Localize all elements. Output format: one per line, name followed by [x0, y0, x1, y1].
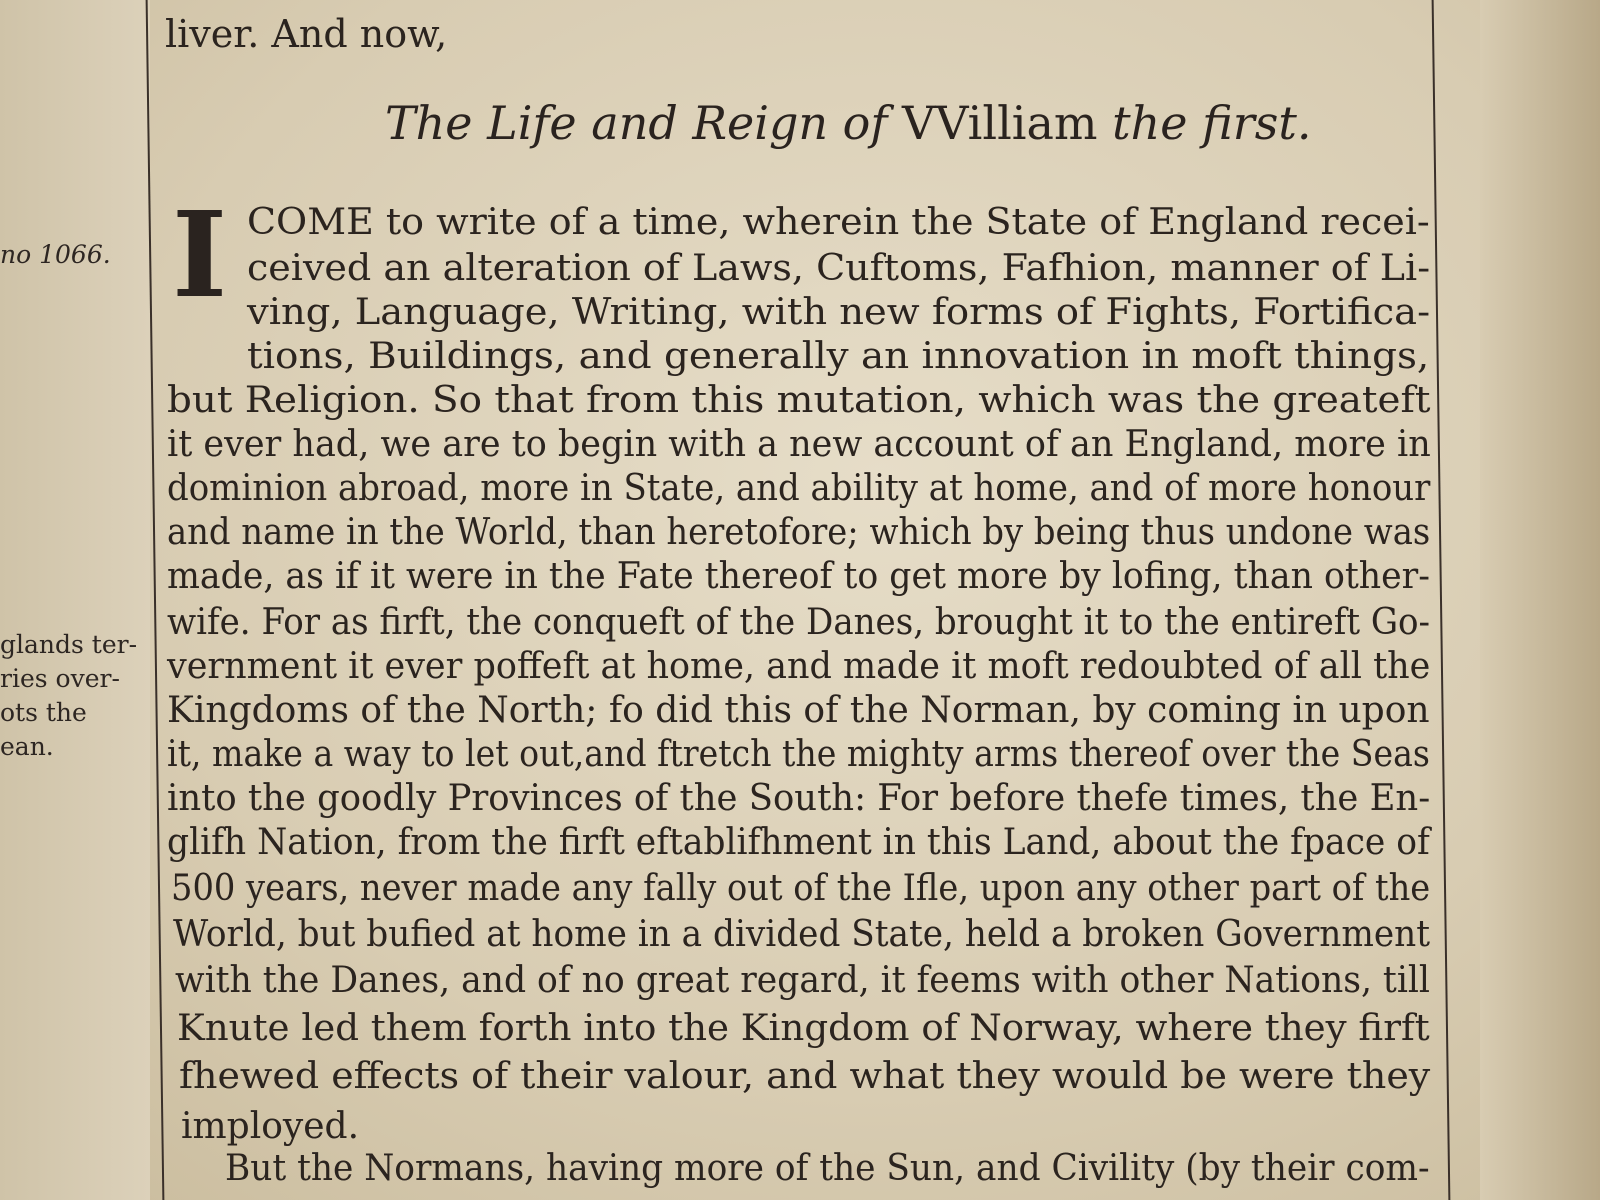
- body-line: and name in the World, than heretofore; which by being thus undone was: [167, 512, 1431, 553]
- body-line: vernment it ever poffeft at home, and made it moft redoubted of all the: [167, 646, 1431, 687]
- body-line: into the goodly Provinces of the South: For before thefe times, the En-: [167, 778, 1431, 819]
- margin-note-line: ries over-: [0, 664, 120, 693]
- chapter-title: [385, 96, 1312, 150]
- title-part: The Life and Reign of: [385, 96, 903, 150]
- body-line: But the Normans, having more of the Sun, and Civility (by their com-: [225, 1148, 1430, 1189]
- body-line: wife. For as firft, the conqueft of the Danes, brought it to the entireft Go-: [167, 602, 1431, 643]
- title-part: the first.: [1097, 96, 1312, 150]
- body-line: World, but bufied at home in a divided State, held a broken Government: [173, 914, 1430, 955]
- margin-year: no 1066.: [0, 240, 111, 269]
- margin-note-line: ean.: [0, 732, 54, 761]
- body-line: 500 years, never made any fally out of the Ifle, upon any other part of the: [171, 868, 1431, 909]
- body-line: it, make a way to let out,and ftretch the mighty arms thereof over the Seas: [167, 734, 1430, 775]
- body-line: ving, Language, Writing, with new forms of Fights, Fortifica-: [247, 292, 1431, 333]
- page-edge: [1480, 0, 1600, 1200]
- body-line: COME to write of a time, wherein the State of England recei-: [247, 202, 1430, 243]
- margin-note-line: ots the: [0, 698, 87, 727]
- margin-note-line: glands ter-: [0, 630, 138, 659]
- left-margin: [0, 0, 150, 1200]
- body-line: Knute led them forth into the Kingdom of Norway, where they firft: [177, 1008, 1430, 1049]
- body-line: with the Danes, and of no great regard, it feems with other Nations, till: [175, 960, 1430, 1001]
- title-name: VVilliam: [902, 96, 1098, 150]
- body-line: fhewed effects of their valour, and what they would be were they: [179, 1056, 1431, 1097]
- drop-cap: I: [172, 185, 228, 324]
- body-line: it ever had, we are to begin with a new account of an England, more in: [167, 424, 1431, 465]
- body-line: ceived an alteration of Laws, Cuftoms, Fafhion, manner of Li-: [247, 248, 1431, 289]
- body-line: made, as if it were in the Fate thereof to get more by lofing, than other-: [167, 556, 1431, 597]
- body-line: dominion abroad, more in State, and ability at home, and of more honour: [167, 468, 1431, 509]
- body-line: Kingdoms of the North; fo did this of the Norman, by coming in upon: [167, 690, 1430, 731]
- body-line: tions, Buildings, and generally an innovation in moft things,: [247, 336, 1430, 377]
- right-rule-line: [1432, 0, 1451, 1200]
- top-line: liver. And now,: [165, 12, 448, 56]
- body-line: imployed.: [181, 1106, 360, 1147]
- body-line: glifh Nation, from the firft eftablifhment in this Land, about the fpace of: [167, 822, 1430, 863]
- body-line: but Religion. So that from this mutation, which was the greateft: [167, 380, 1431, 421]
